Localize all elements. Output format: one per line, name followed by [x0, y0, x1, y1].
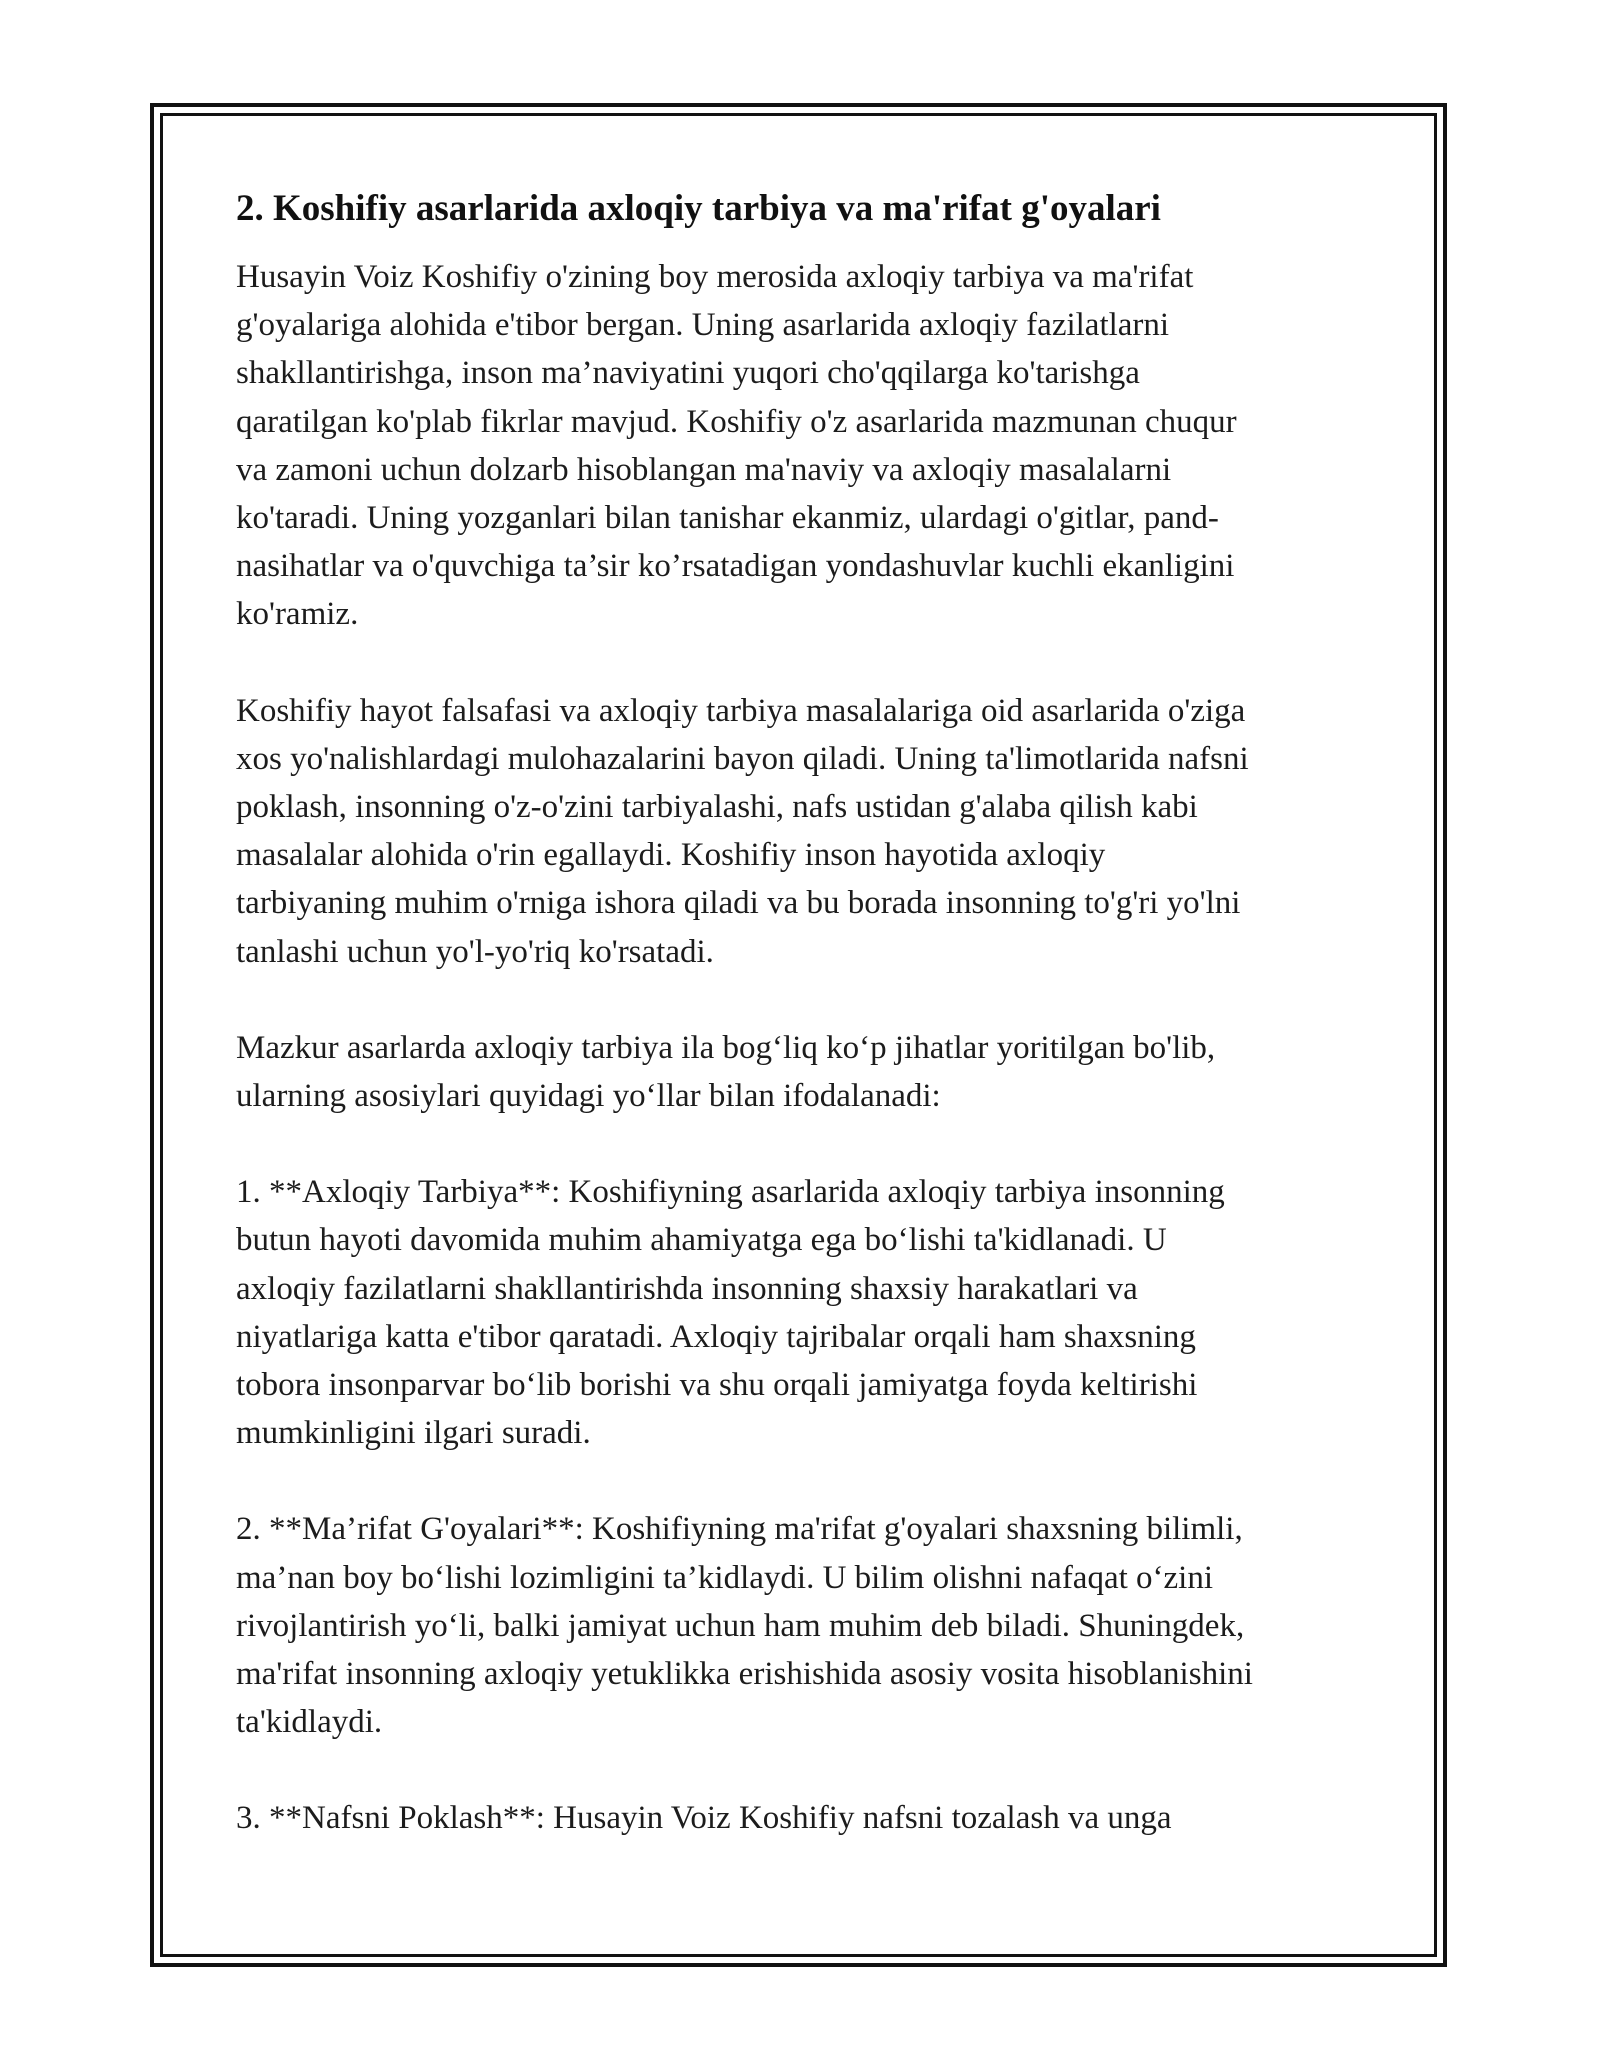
paragraph-line: mumkinligini ilgari suradi. [236, 1415, 591, 1452]
paragraph-line: 2. **Ma’rifat G'oyalari**: Koshifiyning ma'rifat g'oyalari shaxsning bilimli, [236, 1511, 1243, 1548]
paragraph-line: g'oyalariga alohida e'tibor bergan. Uning asarlarida axloqiy fazilatlarni [236, 307, 1170, 344]
paragraph-line: ularning asosiylari quyidagi yo‘llar bilan ifodalanadi: [236, 1078, 941, 1115]
paragraph-line: axloqiy fazilatlarni shakllantirishda insonning shaxsiy harakatlari va [236, 1270, 1138, 1307]
paragraph-line: va zamoni uchun dolzarb hisoblangan ma'naviy va axloqiy masalalarni [236, 451, 1172, 488]
paragraphs-container [236, 253, 1376, 1843]
paragraph-line: tanlashi uchun yo'l-yo'riq ko'rsatadi. [236, 933, 714, 970]
paragraph-line: niyatlariga katta e'tibor qaratadi. Axloqiy tajribalar orqali ham shaxsning [236, 1318, 1196, 1355]
paragraph-line: Husayin Voiz Koshifiy o'zining boy merosida axloqiy tarbiya va ma'rifat [236, 259, 1194, 295]
paragraph-line: poklash, insonning o'z-o'zini tarbiyalashi, nafs ustidan g'alaba qilish kabi [236, 789, 1198, 826]
paragraph-line: ko'taradi. Uning yozganlari bilan tanishar ekanmiz, ulardagi o'gitlar, pand- [236, 500, 1219, 537]
paragraph-line: shakllantirishga, inson ma’naviyatini yuqori cho'qqilarga ko'tarishga [236, 355, 1140, 392]
paragraph-line: ma'rifat insonning axloqiy yetuklikka erishishida asosiy vosita hisoblanishini [236, 1656, 1253, 1693]
paragraph-line: rivojlantirish yo‘li, balki jamiyat uchun ham muhim deb biladi. Shuningdek, [236, 1607, 1245, 1644]
paragraph-line: masalalar alohida o'rin egallaydi. Koshifiy inson hayotida axloqiy [236, 837, 1106, 874]
paragraph-line: Mazkur asarlarda axloqiy tarbiya ila bog‘liq ko‘p jihatlar yoritilgan bo'lib, [236, 1029, 1216, 1066]
paragraph-line: 3. **Nafsni Poklash**: Husayin Voiz Koshifiy nafsni tozalash va unga [236, 1800, 1172, 1837]
paragraph [236, 253, 1376, 639]
paragraph-line: nasihatlar va o'quvchiga ta’sir ko’rsatadigan yondashuvlar kuchli ekanligini [236, 548, 1235, 585]
paragraph-line: xos yo'nalishlardagi mulohazalarini bayon qiladi. Uning ta'limotlarida nafsni [236, 740, 1249, 777]
paragraph-line: ma’nan boy bo‘lishi lozimligini ta’kidlaydi. U bilim olishni nafaqat o‘zini [236, 1559, 1213, 1596]
section-heading: 2. Koshifiy asarlarida axloqiy tarbiya va ma'rifat g'oyalari [236, 188, 1161, 229]
paragraph [236, 1505, 1376, 1746]
paragraph [236, 1168, 1376, 1457]
paragraph-line: tobora insonparvar bo‘lib borishi va shu orqali jamiyatga foyda keltirishi [236, 1367, 1198, 1404]
paragraph-line: tarbiyaning muhim o'rniga ishora qiladi va bu borada insonning to'g'ri yo'lni [236, 885, 1241, 922]
paragraph-line: 1. **Axloqiy Tarbiya**: Koshifiyning asarlarida axloqiy tarbiya insonning [236, 1174, 1225, 1211]
document-body [236, 185, 1376, 1891]
paragraph [236, 1794, 1376, 1842]
paragraph-line: Koshifiy hayot falsafasi va axloqiy tarbiya masalalariga oid asarlarida o'ziga [236, 692, 1246, 729]
paragraph-line: butun hayoti davomida muhim ahamiyatga ega bo‘lishi ta'kidlanadi. U [236, 1222, 1167, 1259]
paragraph-line: ko'ramiz. [236, 596, 359, 633]
paragraph-line: ta'kidlaydi. [236, 1704, 383, 1741]
paragraph [236, 687, 1376, 976]
paragraph [236, 1024, 1376, 1120]
paragraph-line: qaratilgan ko'plab fikrlar mavjud. Koshifiy o'z asarlarida mazmunan chuqur [236, 403, 1237, 440]
